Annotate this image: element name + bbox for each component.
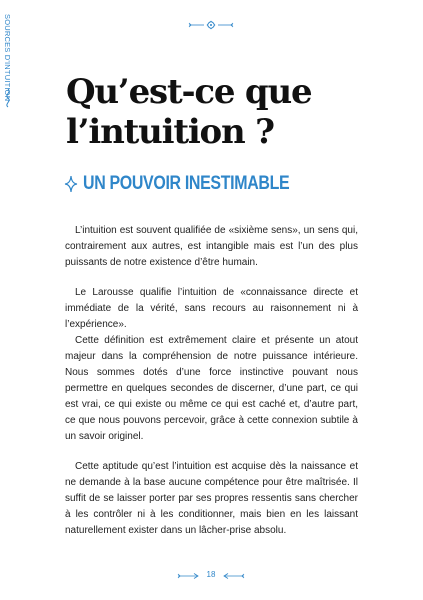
title-line-2: l’intuition ? [66,112,274,152]
wave-icon [3,88,13,110]
section-heading [64,172,364,196]
page-number: 18 [206,570,216,579]
page-title [66,72,386,152]
arrow-icon [176,572,200,580]
page-footer [176,570,246,582]
running-head-text: SOURCES D'INTUITION [3,14,12,102]
paragraph: Cette aptitude qu’est l’intuition est acquise dès la naissance et ne demande à la base aucune compétence pour être maîtrisée. Il suffit de se laisser porter par ses propres ressentis sans chercher à les contrôler ni à les conditionner, mais bien en les laissant naturellement exister dans un lâcher-prise absolu. [65,461,358,536]
paragraph: L’intuition est souvent qualifiée de «sixième sens», un sens qui, contrairement aux autres, est intangible mais est l’un des plus puissants de notre existence d’être humain. [65,225,358,268]
paragraph: Le Larousse qualifie l’intuition de «connaissance directe et immédiate de la vérité, sans recours au raisonnement ni à l’expérience». [65,287,358,330]
arrow-icon [222,572,246,580]
title-line-1: Qu’est-ce que [66,72,312,112]
ornament-icon [187,20,235,30]
body-text [65,223,358,539]
running-head [3,14,19,110]
diamond-icon [64,175,78,193]
section-heading-text: UN POUVOIR INESTIMABLE [83,173,290,194]
paragraph: Cette définition est extrêmement claire et présente un atout majeur dans la compréhension de notre puissance intérieure. Nous sommes dotés d’une force instinctive pouvant nous permettre en quelques secondes de discerner, d’une part, ce qui est vrai, ce qui existe ou même ce qui est caché et, d’autre part, ce que nous pouvons percevoir, grâce à cette connexion subtile à un savoir originel. [65,335,358,442]
